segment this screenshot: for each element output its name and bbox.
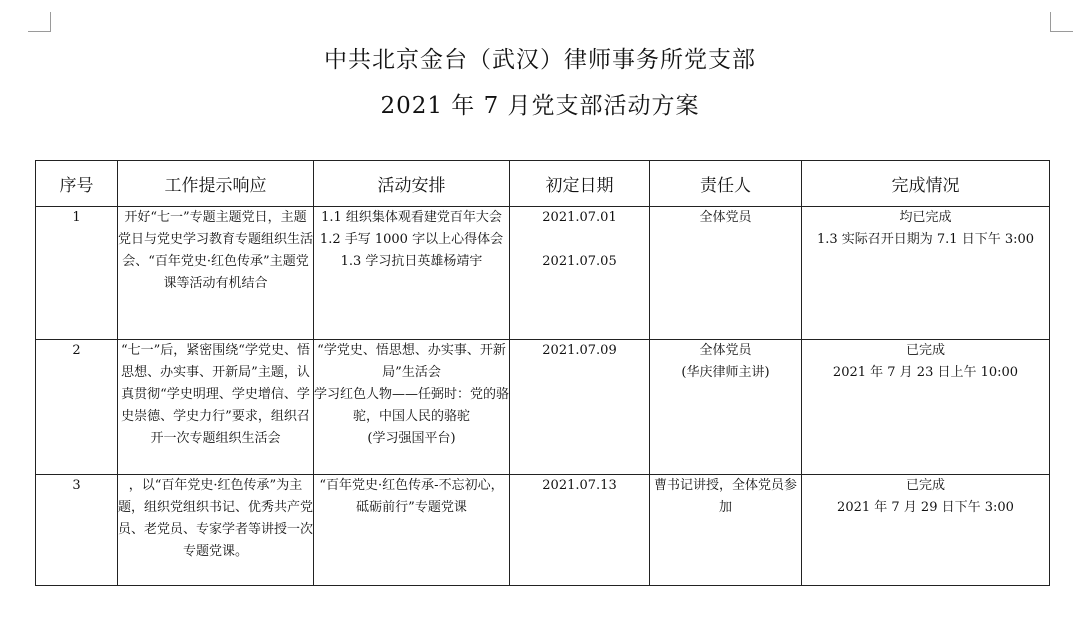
date-value: 2021.07.09 bbox=[542, 343, 617, 358]
table-row bbox=[36, 475, 1050, 586]
date-value: 2021.07.13 bbox=[542, 478, 617, 493]
header-response: 工作提示响应 bbox=[118, 161, 314, 207]
header-date: 初定日期 bbox=[510, 161, 650, 207]
row-response: 开好“七一”专题主题党日，主题党日与党史学习教育专题组织生活会、“百年党史·红色传承”主题党课等活动有机结合 bbox=[118, 207, 314, 340]
activity-item: “学党史、悟思想、办实事、开新局”生活会 bbox=[317, 343, 506, 380]
status-text: 已完成 bbox=[905, 343, 945, 358]
status-text: 已完成 bbox=[905, 478, 945, 493]
owner-text: 全体党员 bbox=[699, 343, 752, 358]
row-status bbox=[802, 207, 1050, 340]
owner-text: 全体党员 bbox=[699, 210, 752, 225]
status-text: 均已完成 bbox=[899, 210, 952, 225]
date-value: 2021.07.01 bbox=[542, 210, 617, 225]
header-owner: 责任人 bbox=[650, 161, 802, 207]
row-dates bbox=[510, 475, 650, 586]
date-value: 2021.07.05 bbox=[542, 254, 617, 269]
row-activities bbox=[314, 340, 510, 475]
row-owner bbox=[650, 340, 802, 475]
row-activities bbox=[314, 475, 510, 586]
activity-item: 1.3 学习抗日英雄杨靖宇 bbox=[340, 254, 483, 269]
header-activities: 活动安排 bbox=[314, 161, 510, 207]
owner-text: 曹书记讲授，全体党员参加 bbox=[653, 478, 797, 515]
header-status: 完成情况 bbox=[802, 161, 1050, 207]
activity-item: “百年党史·红色传承-不忘初心，砥砺前行”专题党课 bbox=[319, 478, 504, 515]
row-dates bbox=[510, 340, 650, 475]
crop-mark-top-right bbox=[1050, 12, 1073, 32]
owner-note: (华庆律师主讲) bbox=[681, 365, 770, 380]
activity-item: 1.1 组织集体观看建党百年大会 bbox=[321, 210, 502, 225]
row-id: 3 bbox=[36, 475, 118, 586]
row-owner bbox=[650, 207, 802, 340]
status-detail: 2021 年 7 月 29 日下午 3:00 bbox=[837, 500, 1014, 515]
table-row bbox=[36, 340, 1050, 475]
row-dates bbox=[510, 207, 650, 340]
activity-plan-table bbox=[35, 160, 1050, 586]
activity-item: 学习红色人物——任弼时：党的骆驼，中国人民的骆驼 bbox=[314, 387, 510, 424]
row-response: “七一”后，紧密围绕“学党史、悟思想、办实事、开新局”主题，认真贯彻“学史明理、学史增信、学史崇德、学史力行”要求，组织召开一次专题组织生活会 bbox=[118, 340, 314, 475]
activity-item: 1.2 手写 1000 字以上心得体会 bbox=[319, 232, 504, 247]
row-status bbox=[802, 475, 1050, 586]
document-title: 中共北京金台（武汉）律师事务所党支部 bbox=[324, 47, 756, 73]
row-activities bbox=[314, 207, 510, 340]
crop-mark-top-left bbox=[28, 12, 51, 32]
table-row bbox=[36, 207, 1050, 340]
row-id: 1 bbox=[36, 207, 118, 340]
status-detail: 2021 年 7 月 23 日上午 10:00 bbox=[832, 365, 1019, 380]
row-response: ，以“百年党史·红色传承”为主题，组织党组织书记、优秀共产党员、老党员、专家学者等讲授一次专题党课。 bbox=[118, 475, 314, 586]
activity-item: (学习强国平台) bbox=[367, 431, 456, 446]
table-header-row bbox=[36, 161, 1050, 207]
row-id: 2 bbox=[36, 340, 118, 475]
row-owner bbox=[650, 475, 802, 586]
header-id: 序号 bbox=[36, 161, 118, 207]
row-status bbox=[802, 340, 1050, 475]
status-detail: 1.3 实际召开日期为 7.1 日下午 3:00 bbox=[816, 232, 1035, 247]
document-subtitle: 2021 年 7 月党支部活动方案 bbox=[380, 93, 700, 119]
